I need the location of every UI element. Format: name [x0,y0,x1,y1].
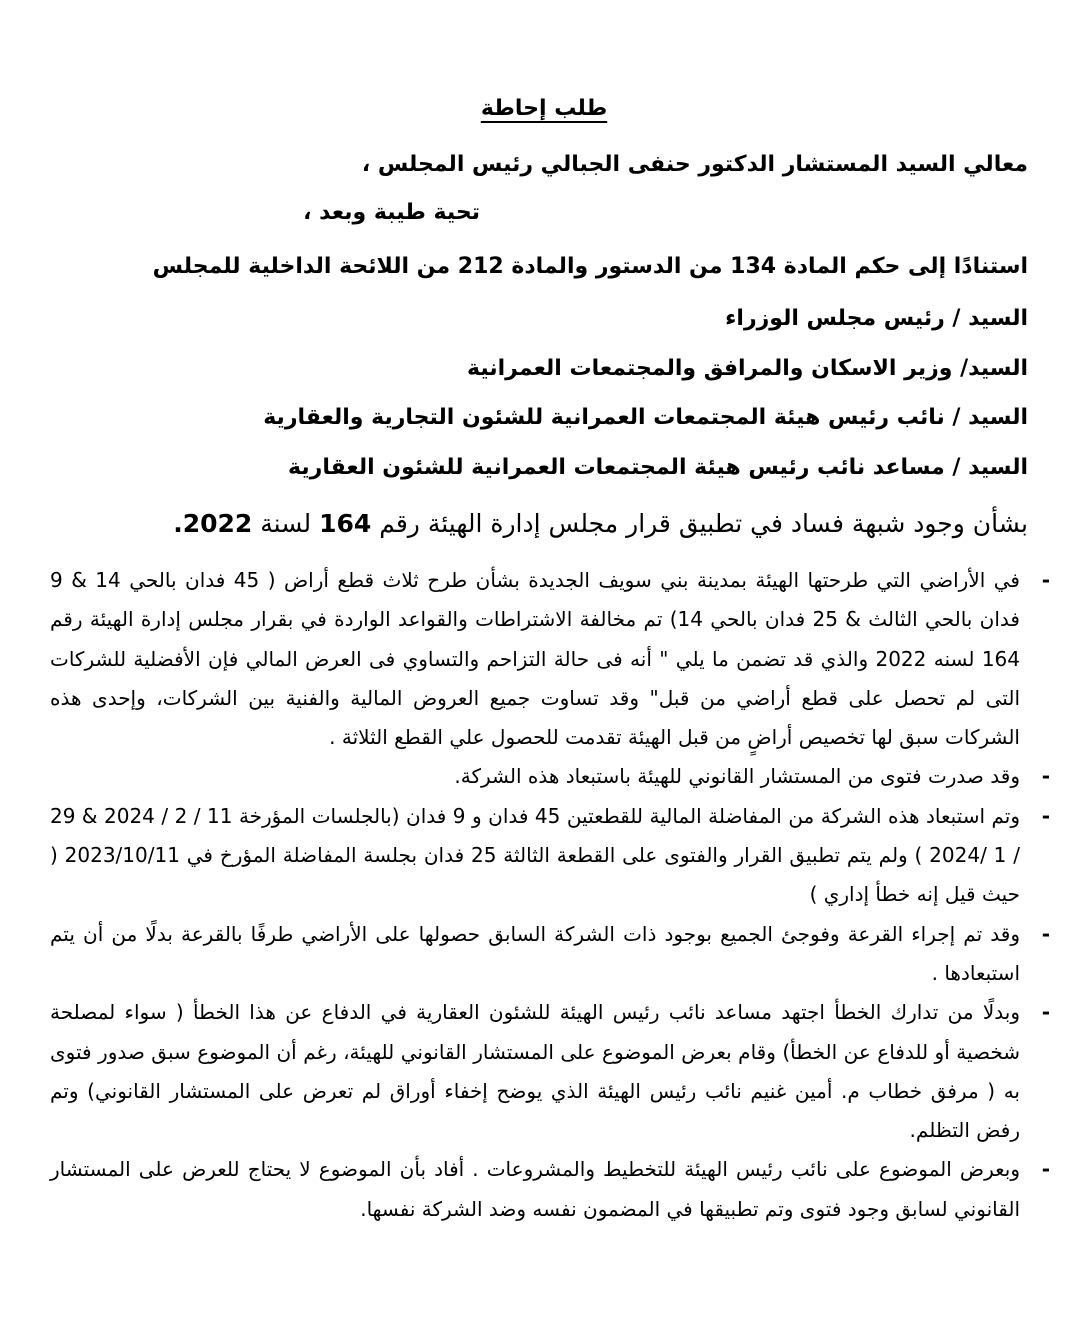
bullet-marker: - [1041,1157,1050,1182]
bullet-marker: - [1041,921,1050,946]
bullet-text: وقد تم إجراء القرعة وفوجئ الجميع بوجود ذات الشركة السابق حصولها على الأراضي طرفًا بالقرعة بدلًا من أن يتم استبعادها . [50,921,1020,985]
bullet-list [50,561,1050,1229]
bullet-text: وتم استبعاد هذه الشركة من المفاضلة المالية للقطعتين 45 فدان و 9 فدان (بالجلسات المؤرخة 11 / 2 / 2024 & 29 / 1 /2024 ) ولم يتم تطبيق القرار والفتوى على القطعة الثالثة 25 فدان بجلسة المفاضلة المؤرخ في 2023/10/11 ( حيث قيل إنه خطأ إداري ) [50,803,1021,907]
list-item [50,797,1050,915]
recipient-line: السيد / نائب رئيس هيئة المجتمعات العمرانية للشئون التجارية والعقارية [263,405,1028,430]
bullet-text: وقد صدرت فتوى من المستشار القانوني للهيئة باستبعاد هذه الشركة. [454,764,1020,789]
bullet-marker: - [1041,803,1050,828]
legal-basis-line: استنادًا إلى حكم المادة 134 من الدستور والمادة 212 من اللائحة الداخلية للمجلس [152,254,1028,279]
list-item [50,915,1050,994]
list-item [50,757,1050,796]
bullet-marker: - [1041,1000,1050,1025]
bullet-text: في الأراضي التي طرحتها الهيئة بمدينة بني سويف الجديدة بشأن طرح ثلاث قطع أراض ( 45 فدان بالحي 14 & 9 فدان بالحي الثالث & 25 فدان بالحي 14) تم مخالفة الاشتراطات والقواعد الواردة في بقرار مجلس إدارة الهيئة رقم 164 لسنه 2022 والذي قد تضمن ما يلي " أنه فى حالة التزاحم والتساوي فى العرض المالي فإن الأفضلية للشركات التى لم تحصل على قطع أراضي من قبل" وقد تساوت جميع العروض المالية والفنية بين الشركات، وإحدى هذه الشركات سبق لها تخصيص أراضٍ من قبل الهيئة تقدمت للحصول علي القطع الثلاثة . [50,568,1020,750]
bullet-marker: - [1041,568,1050,592]
list-item [50,1150,1050,1229]
greeting-line: تحية طيبة وبعد ، [303,200,480,225]
list-item [50,561,1050,757]
bullet-marker: - [1041,764,1050,789]
subject-year: 2022. [173,509,253,538]
subject-prefix: بشأن وجود شبهة فساد في تطبيق قرار مجلس إدارة الهيئة رقم [379,509,1028,538]
bullet-text: وبدلًا من تدارك الخطأ اجتهد مساعد نائب رئيس الهيئة للشئون العقارية في الدفاع عن هذا الخطأ ( سواء لمصلحة شخصية أو للدفاع عن الخطأ) وقام بعرض الموضوع على المستشار القانوني للهيئة، رغم أن الموضوع سبق صدور فتوى به ( مرفق خطاب م. أمين غنيم نائب رئيس الهيئة الذي يوضح إخفاء أوراق لم تعرض على المستشار القانوني) وتم رفض التظلم. [50,1000,1020,1143]
list-item [50,993,1050,1150]
recipient-line: السيد / مساعد نائب رئيس هيئة المجتمعات العمرانية للشئون العقارية [288,455,1028,480]
subject-decision-number: 164 [319,509,372,538]
subject-year-label: لسنة [260,509,312,538]
recipient-line: السيد / رئيس مجلس الوزراء [725,306,1028,331]
document-title: طلب إحاطة [480,96,608,121]
bullet-text: وبعرض الموضوع على نائب رئيس الهيئة للتخطيط والمشروعات . أفاد بأن الموضوع لا يحتاج للعرض على المستشار القانوني لسابق وجود فتوى وتم تطبيقها في المضمون نفسه وضد الشركة نفسها. [50,1157,1020,1221]
salutation-line: معالي السيد المستشار الدكتور حنفى الجبالي رئيس المجلس ، [361,152,1028,177]
subject-line [173,506,1028,542]
recipient-line: السيد/ وزير الاسكان والمرافق والمجتمعات العمرانية [467,356,1028,381]
